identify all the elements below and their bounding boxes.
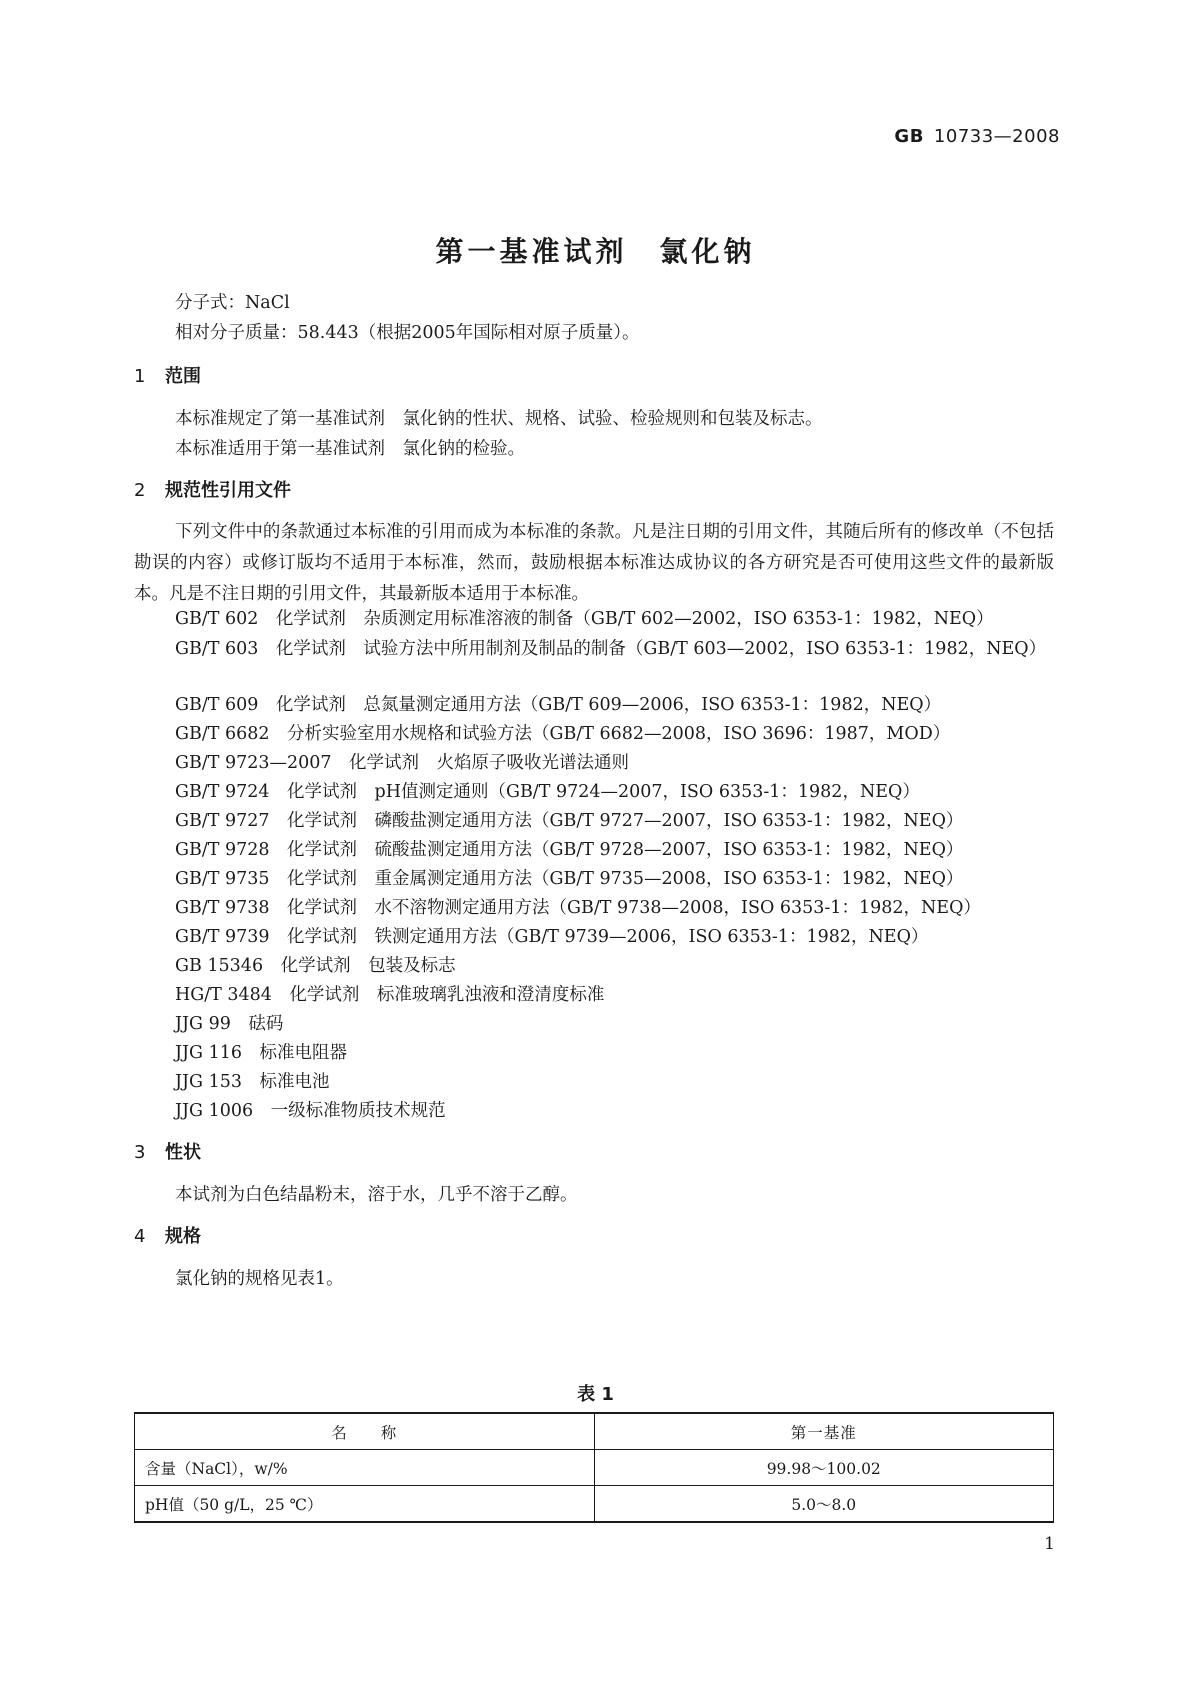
table-cell-name: pH值（50 g/L，25 ℃） [135,1486,595,1523]
specification-line: 氯化钠的规格见表1。 [175,1269,344,1289]
section-2-title: 规范性引用文件 [165,480,291,501]
table-header-name: 名 称 [135,1413,595,1450]
table-header-grade: 第一基准 [594,1413,1054,1450]
molecular-formula: 分子式：NaCl [175,293,290,313]
standard-number [894,126,1060,147]
references-paragraph: 下列文件中的条款通过本标准的引用而成为本标准的条款。凡是注日期的引用文件，其随后所有的修改单（不包括勘误的内容）或修订版均不适用于本标准，然而，鼓励根据本标准达成协议的各方研究是否可使用这些文件的最新版本。凡是不注日期的引用文件，其最新版本适用于本标准。 [134,522,1054,604]
reference-item: JJG 153 标准电池 [175,1072,330,1092]
reference-item: GB/T 602 化学试剂 杂质测定用标准溶液的制备（GB/T 602—2002，ISO 6353-1：1982，NEQ） [175,609,994,629]
reference-item: GB/T 9738 化学试剂 水不溶物测定通用方法（GB/T 9738—2008，ISO 6353-1：1982，NEQ） [175,898,981,918]
specification-table [134,1412,1054,1523]
section-3-number: 3 [134,1142,146,1163]
reference-item: GB 15346 化学试剂 包装及标志 [175,956,456,976]
table-header-row [135,1413,1054,1450]
standard-code-prefix: GB [894,126,924,147]
page-number: 1 [1044,1534,1055,1554]
reference-item: GB/T 603 化学试剂 试验方法中所用制剂及制品的制备（GB/T 603—2002，ISO 6353-1：1982，NEQ） [175,639,1047,659]
section-4-heading [134,1222,201,1252]
reference-item: GB/T 9727 化学试剂 磷酸盐测定通用方法（GB/T 9727—2007，ISO 6353-1：1982，NEQ） [175,811,964,831]
section-4-number: 4 [134,1226,146,1247]
reference-item: GB/T 609 化学试剂 总氮量测定通用方法（GB/T 609—2006，ISO 6353-1：1982，NEQ） [175,695,942,715]
section-1-heading [134,362,201,392]
section-3-title: 性状 [165,1142,201,1163]
reference-item: GB/T 9735 化学试剂 重金属测定通用方法（GB/T 9735—2008，ISO 6353-1：1982，NEQ） [175,869,964,889]
section-1-title: 范围 [165,366,201,387]
molar-mass: 相对分子质量：58.443（根据2005年国际相对原子质量）。 [175,323,640,343]
document-title: 第一基准试剂 氯化钠 [435,235,756,268]
section-2-number: 2 [134,480,146,501]
scope-line-2: 本标准适用于第一基准试剂 氯化钠的检验。 [175,439,525,459]
reference-item: GB/T 6682 分析实验室用水规格和试验方法（GB/T 6682—2008，ISO 3696：1987，MOD） [175,724,951,744]
table-cell-value: 99.98～100.02 [594,1450,1054,1486]
section-1-number: 1 [134,366,146,387]
reference-item: JJG 1006 一级标准物质技术规范 [175,1101,446,1121]
table-caption: 表 1 [577,1384,614,1405]
reference-item: GB/T 9723—2007 化学试剂 火焰原子吸收光谱法通则 [175,753,630,773]
standard-code-number: 10733—2008 [933,126,1060,147]
section-3-heading [134,1138,201,1168]
table-cell-value: 5.0～8.0 [594,1486,1054,1523]
reference-item: GB/T 9728 化学试剂 硫酸盐测定通用方法（GB/T 9728—2007，ISO 6353-1：1982，NEQ） [175,840,964,860]
section-4-title: 规格 [165,1226,201,1247]
reference-item: JJG 116 标准电阻器 [175,1043,347,1063]
section-2-heading [134,476,291,506]
reference-item: JJG 99 砝码 [175,1014,284,1034]
table-row [135,1486,1054,1523]
reference-item: GB/T 9724 化学试剂 pH值测定通则（GB/T 9724—2007，ISO 6353-1：1982，NEQ） [175,782,920,802]
scope-line-1: 本标准规定了第一基准试剂 氯化钠的性状、规格、试验、检验规则和包装及标志。 [175,409,823,429]
properties-line: 本试剂为白色结晶粉末，溶于水，几乎不溶于乙醇。 [175,1185,578,1205]
table-row [135,1450,1054,1486]
reference-item: GB/T 9739 化学试剂 铁测定通用方法（GB/T 9739—2006，ISO 6353-1：1982，NEQ） [175,927,929,947]
reference-item: HG/T 3484 化学试剂 标准玻璃乳浊液和澄清度标准 [175,985,605,1005]
table-cell-name: 含量（NaCl），w/% [135,1450,595,1486]
